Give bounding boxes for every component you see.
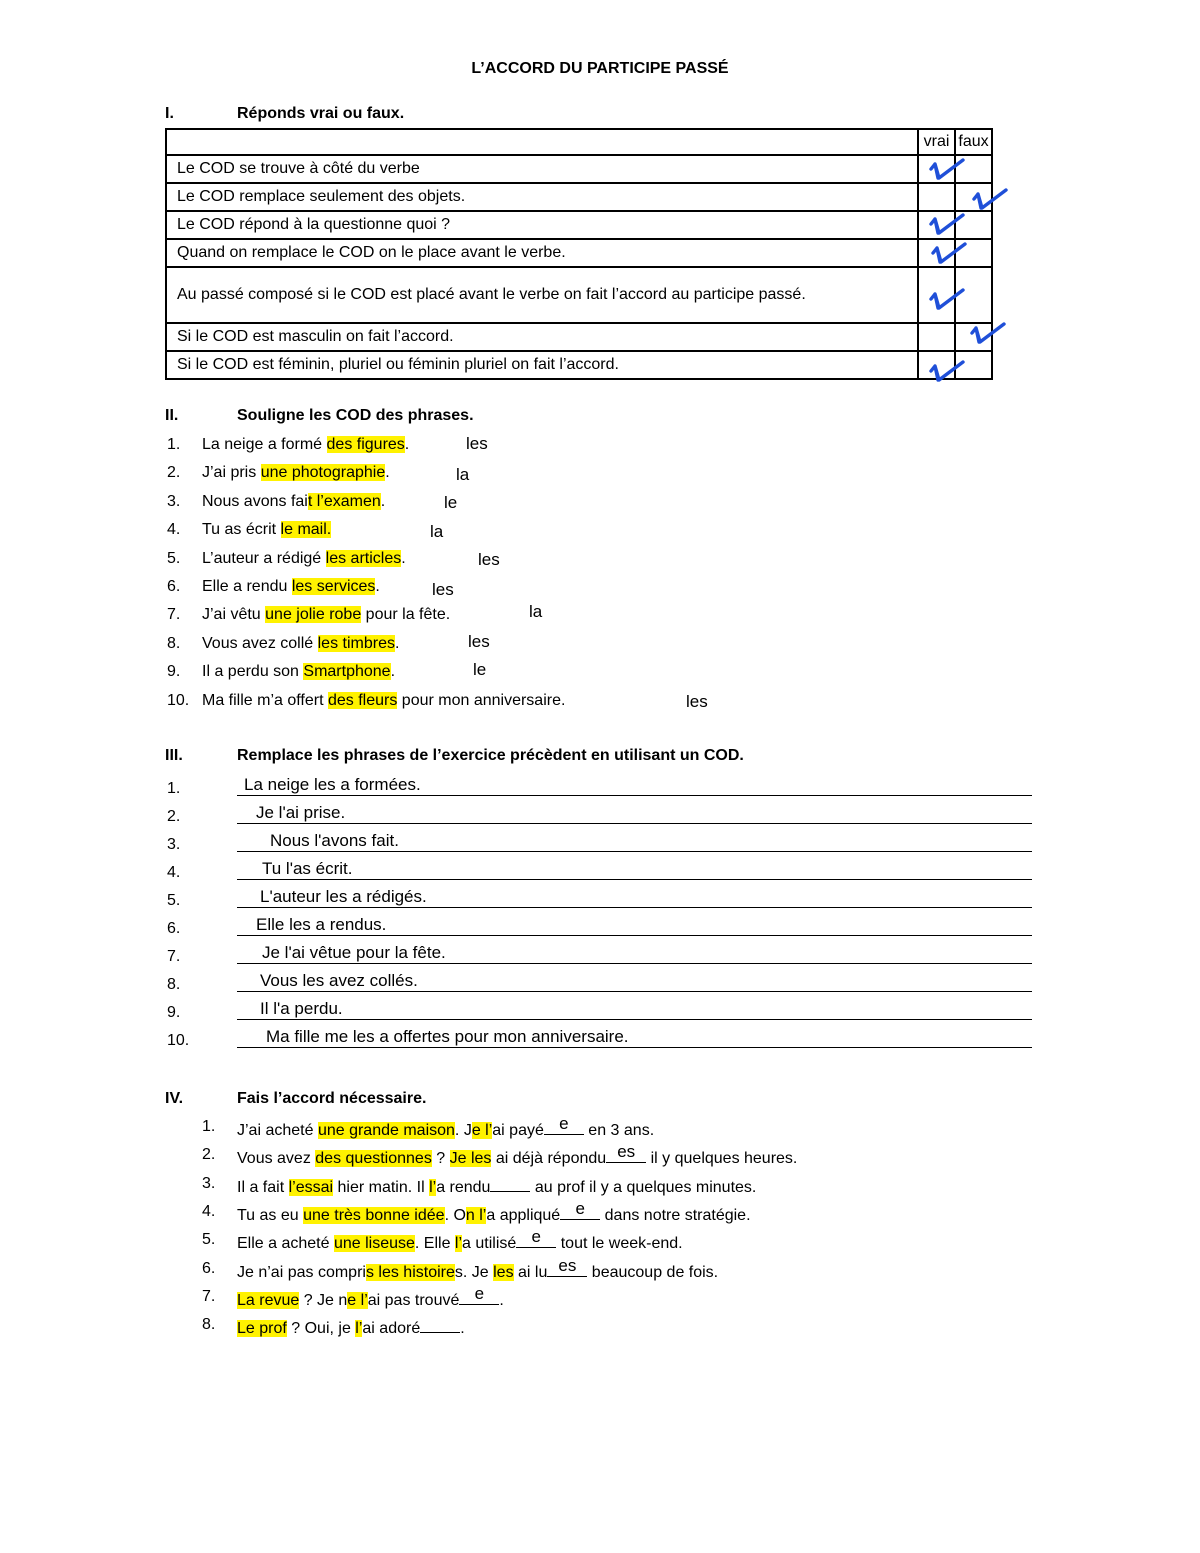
section-1-number: I. xyxy=(165,105,174,122)
highlighted-text: l’ xyxy=(454,1235,463,1253)
section-3-number: III. xyxy=(165,747,183,764)
answer-line xyxy=(237,1019,1032,1020)
highlighted-cod: une photographie xyxy=(260,464,386,482)
highlighted-cod: les timbres xyxy=(317,634,395,652)
sentence-end: pour mon anniversaire. xyxy=(397,691,566,709)
handwritten-pronoun: les xyxy=(468,632,490,651)
text-segment: dans notre stratégie. xyxy=(600,1206,751,1224)
item-number: 4. xyxy=(167,521,181,539)
sentence-end: . xyxy=(375,578,380,595)
table-row xyxy=(166,183,992,211)
handwritten-pronoun: la xyxy=(430,522,444,541)
answer-line xyxy=(237,907,1032,908)
answer-cell-faux xyxy=(955,239,992,267)
handwritten-ending: es xyxy=(558,1255,577,1275)
text-segment: Il a fait xyxy=(237,1178,289,1196)
answer-cell-vrai xyxy=(918,323,955,351)
answer-text: Ma fille me les a offertes pour mon anniversaire. xyxy=(266,1027,629,1046)
text-segment: ai pas trouvé xyxy=(367,1291,460,1309)
item-number: 3. xyxy=(167,836,181,853)
answer-line xyxy=(237,879,1032,880)
answer-line xyxy=(237,963,1032,964)
highlighted-cod: Smartphone xyxy=(303,663,391,681)
sentence-start: Tu as écrit xyxy=(202,521,281,539)
table-header-row xyxy=(166,129,992,155)
answer-cell-vrai xyxy=(918,239,955,267)
answer-text: L'auteur les a rédigés. xyxy=(260,887,427,906)
text-segment: ai payé xyxy=(492,1122,544,1139)
item-number: 2. xyxy=(167,464,181,482)
section-1-title: Réponds vrai ou faux. xyxy=(237,105,405,122)
sentence xyxy=(202,663,395,681)
handwritten-pronoun: les xyxy=(686,692,708,711)
section-3-title: Remplace les phrases de l’exercice précèdent en utilisant un COD. xyxy=(237,747,744,764)
text-segment: . J xyxy=(454,1122,472,1139)
sentence xyxy=(202,464,390,482)
answer-text: La neige les a formées. xyxy=(244,775,421,794)
item-number: 3. xyxy=(202,1174,216,1192)
sentence-end: . xyxy=(390,663,396,681)
answer-text: Je l'ai vêtue pour la fête. xyxy=(262,943,446,962)
header-empty-cell xyxy=(166,129,918,155)
text-segment: Tu as eu xyxy=(237,1206,304,1224)
table-row xyxy=(166,267,992,323)
answer-cell-faux xyxy=(955,351,992,379)
header-faux: faux xyxy=(955,129,992,155)
text-segment: ? Oui, je xyxy=(286,1320,356,1338)
sentence xyxy=(237,1255,719,1282)
answer-line xyxy=(237,795,1032,796)
answer-cell-vrai xyxy=(918,351,955,379)
item-number: 9. xyxy=(167,663,181,681)
sentence-end: pour la fête. xyxy=(361,606,451,624)
answer-blank[interactable] xyxy=(516,1227,556,1248)
item-number: 6. xyxy=(202,1259,216,1277)
handwritten-pronoun: le xyxy=(473,660,487,679)
answer-blank[interactable] xyxy=(547,1255,587,1277)
table-row xyxy=(166,323,992,351)
answer-text: Je l'ai prise. xyxy=(256,803,346,822)
answer-cell-vrai xyxy=(918,267,955,323)
highlighted-text: l’ xyxy=(429,1178,437,1196)
answer-line xyxy=(237,991,1032,992)
text-segment: tout le week-end. xyxy=(556,1235,683,1253)
text-segment: en 3 ans. xyxy=(583,1122,655,1139)
sentence-end: . xyxy=(380,492,386,510)
item-number: 5. xyxy=(167,892,181,909)
item-number: 10. xyxy=(167,691,190,709)
highlighted-cod: des fleurs xyxy=(327,691,398,709)
text-segment: beaucoup de fois. xyxy=(587,1263,719,1281)
answer-cell-faux xyxy=(955,267,992,323)
text-segment: Je n’ai pas compri xyxy=(237,1263,366,1281)
text-segment: a rendu xyxy=(436,1178,491,1196)
sentence-start: J’ai pris xyxy=(202,464,261,482)
item-number: 7. xyxy=(167,948,181,965)
text-segment: ? Je n xyxy=(299,1291,348,1309)
highlighted-cod: des figures xyxy=(326,436,405,453)
item-number: 10. xyxy=(167,1032,190,1049)
highlighted-text: n l’ xyxy=(465,1206,487,1224)
answer-blank[interactable] xyxy=(459,1283,499,1305)
text-segment: Vous avez xyxy=(237,1150,316,1168)
highlighted-text: Le prof xyxy=(237,1320,287,1338)
sentence-start: Elle a rendu xyxy=(202,578,292,595)
statement-cell: Le COD remplace seulement des objets. xyxy=(166,183,918,211)
sentence xyxy=(202,521,331,539)
handwritten-ending: e xyxy=(531,1227,542,1247)
answer-blank[interactable] xyxy=(560,1198,600,1220)
text-segment: ? xyxy=(431,1150,450,1168)
sentence xyxy=(202,578,380,596)
sentence-start: La neige a formé xyxy=(202,436,327,453)
handwritten-ending: e xyxy=(559,1114,569,1133)
item-number: 6. xyxy=(167,578,181,595)
text-segment: ai lu xyxy=(513,1263,548,1281)
handwritten-ending: e xyxy=(474,1283,485,1303)
highlighted-text: des questionnes xyxy=(315,1150,432,1168)
answer-cell-vrai xyxy=(918,155,955,183)
handwritten-pronoun: la xyxy=(529,602,543,621)
item-number: 2. xyxy=(202,1146,216,1164)
section-2-title: Souligne les COD des phrases. xyxy=(237,407,474,424)
handwritten-pronoun: les xyxy=(432,580,454,599)
answer-line xyxy=(237,823,1032,824)
text-segment: J’ai acheté xyxy=(237,1122,318,1139)
sentence-start: Ma fille m’a offert xyxy=(202,691,328,709)
sentence-end: . xyxy=(385,464,390,482)
highlighted-text: l’ xyxy=(355,1320,363,1338)
handwritten-pronoun: les xyxy=(466,434,488,453)
sentence xyxy=(202,692,565,710)
handwritten-pronoun: la xyxy=(456,465,470,484)
item-number: 1. xyxy=(202,1118,216,1135)
sentence xyxy=(237,1316,465,1338)
item-number: 5. xyxy=(202,1231,216,1249)
sentence xyxy=(237,1227,683,1253)
text-segment: ai adoré xyxy=(362,1320,421,1338)
section-4-number: IV. xyxy=(165,1090,184,1107)
statement-cell: Le COD se trouve à côté du verbe xyxy=(166,155,918,183)
answer-cell-faux xyxy=(955,183,992,211)
sentence-start: Nous avons fai xyxy=(202,492,308,510)
answer-blank[interactable] xyxy=(420,1316,460,1333)
answer-line xyxy=(237,851,1032,852)
statement-cell: Le COD répond à la questionne quoi ? xyxy=(166,211,918,239)
text-segment: . O xyxy=(444,1206,466,1224)
text-segment: a appliqué xyxy=(486,1206,561,1224)
answer-line xyxy=(237,1047,1032,1048)
text-segment: . Elle xyxy=(414,1235,455,1253)
page-title: L’ACCORD DU PARTICIPE PASSÉ xyxy=(471,60,729,77)
section-2-number: II. xyxy=(165,407,179,424)
statement-cell: Si le COD est masculin on fait l’accord. xyxy=(166,323,918,351)
sentence-end: . xyxy=(404,436,410,453)
highlighted-cod: t l’examen xyxy=(307,492,381,510)
text-segment: a utilisé xyxy=(462,1235,517,1253)
answer-text: Il l'a perdu. xyxy=(260,999,343,1018)
text-segment: au prof il y a quelques minutes. xyxy=(530,1178,757,1196)
answer-text: Tu l'as écrit. xyxy=(262,859,353,878)
highlighted-cod: les articles xyxy=(325,549,402,567)
table-row xyxy=(166,211,992,239)
statement-cell: Si le COD est féminin, pluriel ou féminin pluriel on fait l’accord. xyxy=(166,351,918,379)
item-number: 9. xyxy=(167,1004,181,1021)
handwritten-ending: e xyxy=(575,1198,585,1218)
highlighted-text: e l’ xyxy=(347,1291,368,1309)
highlighted-text: l’essai xyxy=(288,1178,334,1196)
sentence xyxy=(202,606,450,624)
highlighted-cod: les services xyxy=(291,578,376,595)
sentence-end: . xyxy=(394,634,400,652)
text-segment: s. Je xyxy=(454,1263,494,1281)
sentence-end: . xyxy=(401,549,406,567)
handwritten-pronoun: le xyxy=(444,493,458,512)
text-segment: Elle a acheté xyxy=(237,1235,334,1253)
text-segment: ai déjà répondu xyxy=(491,1150,607,1168)
highlighted-cod: une jolie robe xyxy=(265,606,362,624)
item-number: 4. xyxy=(167,864,181,881)
section-4-title: Fais l’accord nécessaire. xyxy=(237,1090,427,1107)
highlighted-text: une grande maison xyxy=(317,1122,455,1139)
text-segment: . xyxy=(499,1291,504,1309)
checkmark-icon xyxy=(970,186,1010,214)
answer-blank[interactable] xyxy=(606,1142,646,1163)
answer-cell-faux xyxy=(955,211,992,239)
sentence-start: Vous avez collé xyxy=(202,634,318,652)
sentence xyxy=(237,1198,751,1225)
handwritten-pronoun: les xyxy=(478,550,500,569)
answer-blank[interactable] xyxy=(490,1175,530,1192)
text-segment: hier matin. Il xyxy=(333,1178,430,1196)
item-number: 6. xyxy=(167,920,181,937)
item-number: 7. xyxy=(202,1287,216,1305)
sentence xyxy=(202,550,406,568)
answer-line xyxy=(237,935,1032,936)
sentence xyxy=(237,1283,504,1310)
item-number: 2. xyxy=(167,808,181,825)
answer-text: Vous les avez collés. xyxy=(260,971,418,990)
item-number: 4. xyxy=(202,1202,216,1220)
answer-blank[interactable] xyxy=(544,1114,584,1135)
text-segment: il y quelques heures. xyxy=(646,1150,798,1168)
sentence xyxy=(202,635,399,653)
answer-cell-faux xyxy=(955,323,992,351)
item-number: 5. xyxy=(167,549,181,567)
item-number: 8. xyxy=(202,1316,216,1334)
sentence-start: J’ai vêtu xyxy=(202,606,266,624)
true-false-table xyxy=(165,128,993,380)
handwritten-ending: es xyxy=(617,1142,636,1162)
sentence xyxy=(237,1142,798,1168)
table-row xyxy=(166,239,992,267)
highlighted-text: Je les xyxy=(449,1150,492,1168)
highlighted-text: une très bonne idée xyxy=(303,1206,445,1224)
sentence xyxy=(202,436,409,454)
sentence xyxy=(202,493,385,511)
answer-cell-faux xyxy=(955,155,992,183)
answer-cell-vrai xyxy=(918,183,955,211)
item-number: 1. xyxy=(167,780,181,797)
text-segment: . xyxy=(460,1320,465,1338)
answer-text: Nous l'avons fait. xyxy=(270,831,399,850)
sentence-start: Il a perdu son xyxy=(202,663,304,681)
answer-text: Elle les a rendus. xyxy=(256,915,387,934)
item-number: 3. xyxy=(167,492,181,510)
header-vrai: vrai xyxy=(918,129,955,155)
checkmark-icon xyxy=(968,320,1008,348)
highlighted-text: une liseuse xyxy=(333,1235,415,1253)
answer-cell-vrai xyxy=(918,211,955,239)
item-number: 1. xyxy=(167,436,181,453)
table-row xyxy=(166,155,992,183)
highlighted-text: les xyxy=(493,1263,514,1281)
highlighted-text: s les histoire xyxy=(365,1263,455,1281)
sentence-start: L’auteur a rédigé xyxy=(202,549,326,567)
sentence xyxy=(237,1175,756,1197)
highlighted-text: La revue xyxy=(237,1291,300,1309)
item-number: 8. xyxy=(167,634,181,652)
item-number: 8. xyxy=(167,976,181,993)
highlighted-text: e l’ xyxy=(471,1122,493,1139)
highlighted-cod: le mail. xyxy=(280,521,332,539)
table-row xyxy=(166,351,992,379)
statement-cell: Au passé composé si le COD est placé avant le verbe on fait l’accord au participe passé. xyxy=(166,267,918,323)
sentence xyxy=(237,1114,655,1140)
item-number: 7. xyxy=(167,606,181,624)
statement-cell: Quand on remplace le COD on le place avant le verbe. xyxy=(166,239,918,267)
